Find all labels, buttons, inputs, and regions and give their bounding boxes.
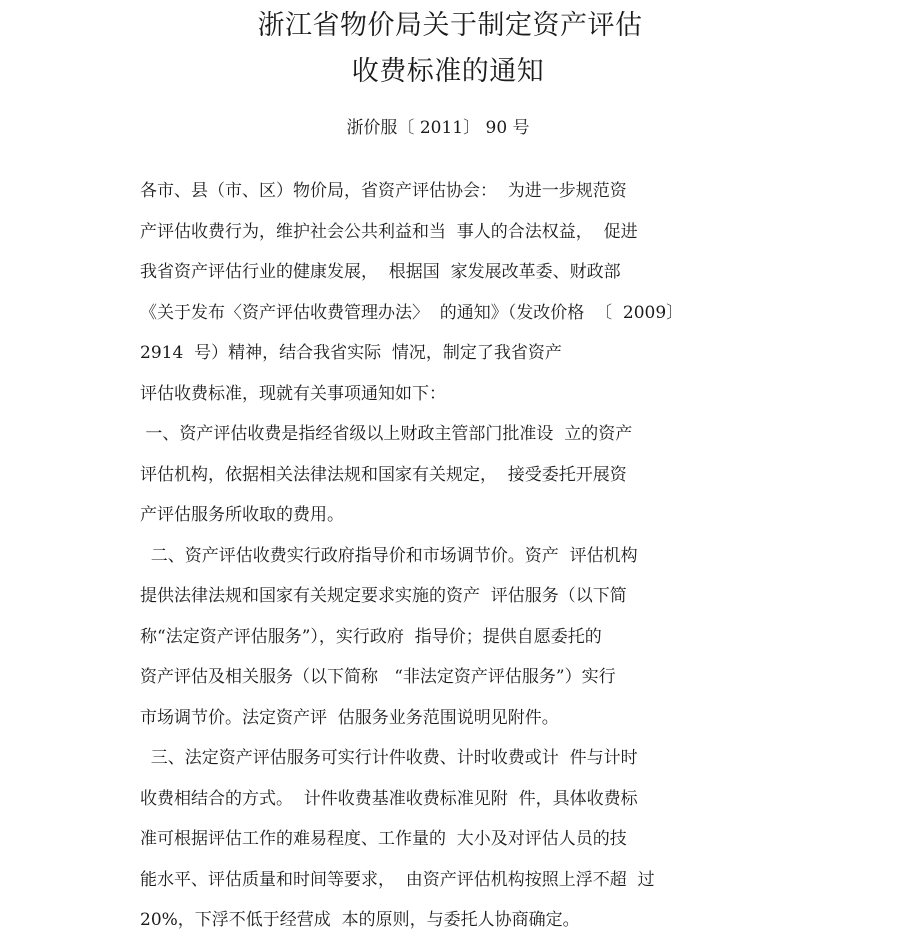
body-line: 提供法律法规和国家有关规定要求实施的资产 评估服务（以下简 xyxy=(140,586,627,606)
body-line: 20%，下浮不低于经营成 本的原则，与委托人协商确定。 xyxy=(140,910,580,930)
body-line: 称“法定资产评估服务”），实行政府 指导价；提供自愿委托的 xyxy=(140,626,602,647)
body-line: 评估收费标准，现就有关事项通知如下： xyxy=(140,383,446,404)
document-title-line-2: 收费标准的通知 xyxy=(351,56,545,87)
body-line: 资产评估及相关服务（以下简称 “非法定资产评估服务”）实行 xyxy=(140,667,616,687)
document-number: 浙价服〔 2011〕 90 号 xyxy=(346,118,530,138)
body-line: 2914 号）精神，结合我省实际 情况，制定了我省资产 xyxy=(140,343,562,363)
document-title-line-1: 浙江省物价局关于制定资产评估 xyxy=(257,10,643,41)
body-line: 产评估收费行为，维护社会公共利益和当 事人的合法权益， 促进 xyxy=(140,221,638,242)
body-line: 我省资产评估行业的健康发展， 根据国 家发展改革委、财政部 xyxy=(140,262,621,282)
body-line: 评估机构，依据相关法律法规和国家有关规定， 接受委托开展资 xyxy=(140,464,627,485)
body-line: 市场调节价。法定资产评 估服务业务范围说明见附件。 xyxy=(140,707,559,728)
body-line: 各市、县（市、区）物价局，省资产评估协会： 为进一步规范资 xyxy=(140,181,627,201)
body-line: 三、法定资产评估服务可实行计件收费、计时收费或计 件与计时 xyxy=(140,748,638,768)
document-body xyxy=(140,178,760,948)
body-line: 准可根据评估工作的难易程度、工作量的 大小及对评估人员的技 xyxy=(140,829,627,849)
body-line: 能水平、评估质量和时间等要求， 由资产评估机构按照上浮不超 过 xyxy=(140,869,655,890)
body-line: 二、资产评估收费实行政府指导价和市场调节价。资产 评估机构 xyxy=(140,545,638,566)
body-line: 一、资产评估收费是指经省级以上财政主管部门批准设 立的资产 xyxy=(140,424,633,444)
body-line: 产评估服务所收取的费用。 xyxy=(140,505,344,525)
body-line: 《关于发布〈资产评估收费管理办法〉 的通知》（发改价格 〔 2009〕 xyxy=(140,302,684,323)
body-line: 收费相结合的方式。 计件收费基准收费标准见附 件，具体收费标 xyxy=(140,788,638,809)
